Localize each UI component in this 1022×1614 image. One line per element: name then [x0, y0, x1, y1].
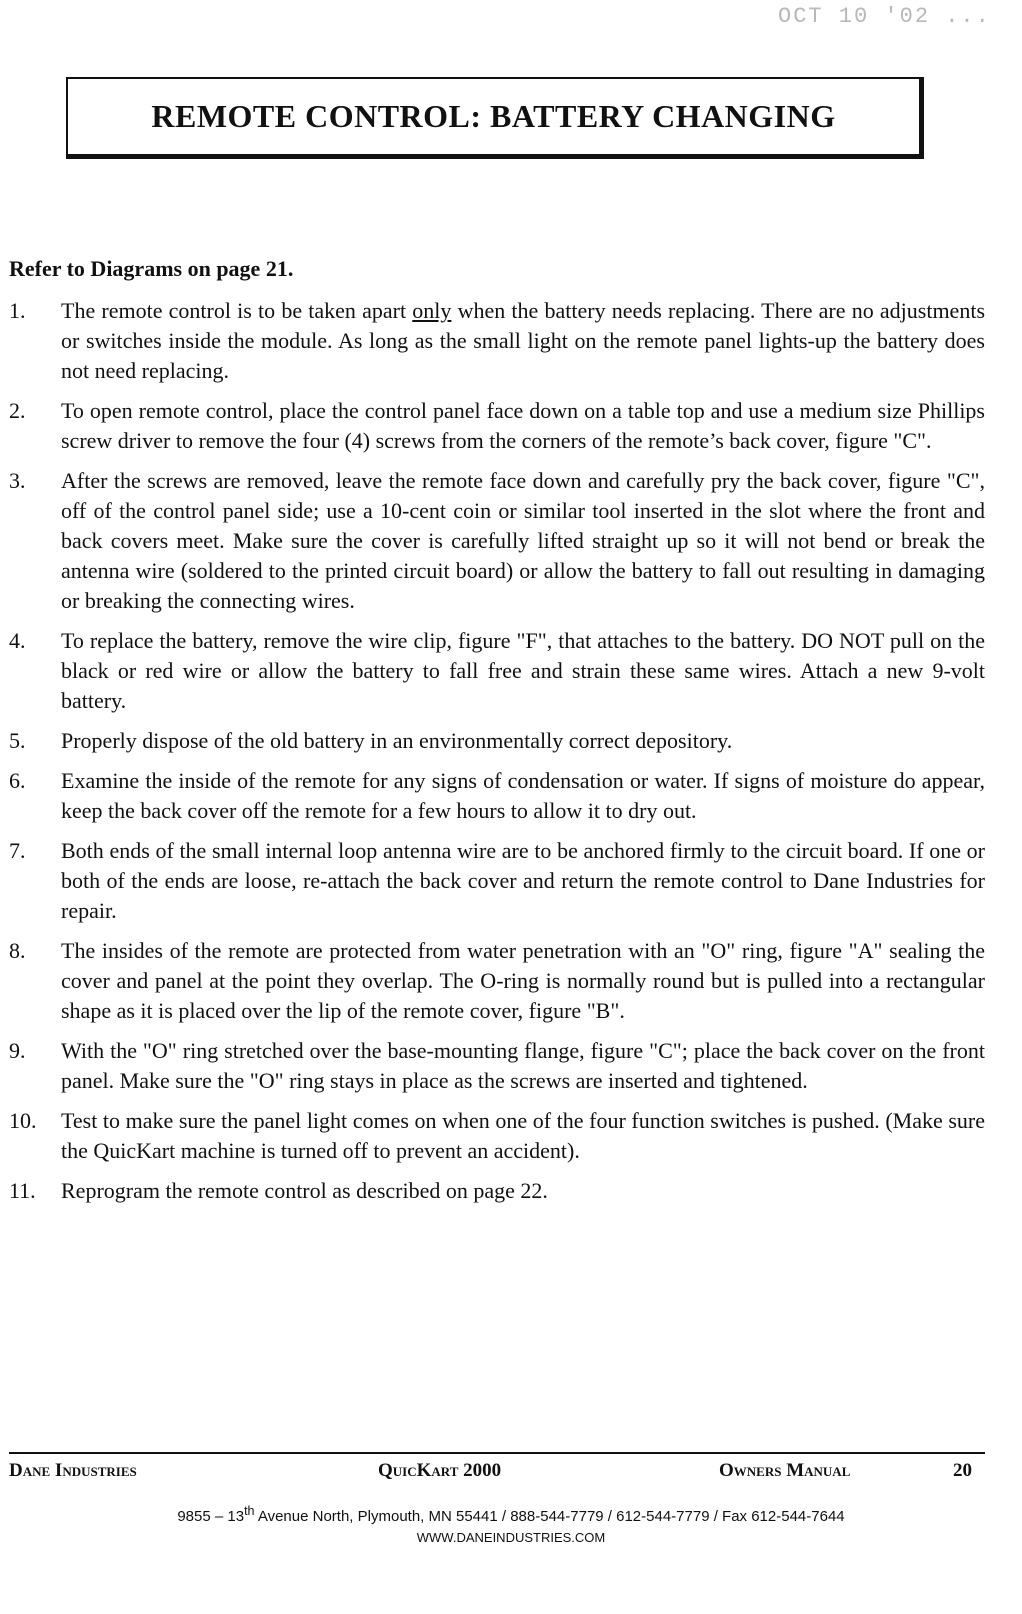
footer: [9, 1460, 985, 1488]
step-number: 5.: [9, 728, 26, 753]
step-number: 1.: [9, 298, 26, 323]
step-text: To open remote control, place the control panel face down on a table top and use a medium size Phillips screw driver to remove the four (4) screws from the corners of the remote’s back cover, figure "C".: [61, 398, 985, 453]
list-item: [9, 1176, 985, 1206]
step-number: 11.: [9, 1178, 36, 1203]
step-number: 7.: [9, 838, 26, 863]
step-number: 2.: [9, 398, 26, 423]
list-item: [9, 936, 985, 1026]
page-title: REMOTE CONTROL: BATTERY CHANGING: [151, 98, 836, 134]
step-text: Test to make sure the panel light comes on when one of the four function switches is pushed. (Make sure the QuicKart machine is turned off to prevent an accident).: [61, 1108, 985, 1163]
step-text: The insides of the remote are protected from water penetration with an "O" ring, figure "A" sealing the cover and panel at the point they overlap. The O-ring is normally round but is pulled into a rectangular shape as it is placed over the lip of the remote cover, figure "B".: [61, 938, 985, 1023]
step-text: To replace the battery, remove the wire clip, figure "F", that attaches to the battery. DO NOT pull on the black or red wire or allow the battery to fall free and strain these same wires. Attach a new 9-volt battery.: [61, 628, 985, 713]
list-item: [9, 1036, 985, 1096]
step-number: 3.: [9, 468, 26, 493]
address-street-post: Avenue North, Plymouth, MN 55441 / 888-544-7779 / 612-544-7779 / Fax 612-544-7644: [254, 1508, 845, 1525]
list-item: [9, 1106, 985, 1166]
footer-company: Dane Industries: [9, 1460, 137, 1481]
list-item: [9, 466, 985, 616]
list-item: [9, 766, 985, 826]
emphasis: only: [412, 298, 452, 323]
step-number: 10.: [9, 1108, 37, 1133]
refer-note: Refer to Diagrams on page 21.: [9, 256, 294, 281]
step-text: After the screws are removed, leave the remote face down and carefully pry the back cover, figure "C", off of the control panel side; use a 10-cent coin or similar tool inserted in the slot where the front and back covers meet. Make sure the cover is carefully lifted straight up so it will not bend or break the antenna wire (soldered to the printed circuit board) or allow the battery to fall out resulting in damaging or breaking the connecting wires.: [61, 468, 985, 613]
step-text: Examine the inside of the remote for any signs of condensation or water. If signs of moisture do appear, keep the back cover off the remote for a few hours to allow it to dry out.: [61, 768, 985, 823]
address-street-sup: th: [244, 1504, 255, 1518]
list-item: [9, 836, 985, 926]
list-item: [9, 726, 985, 756]
website: WWW.DANEINDUSTRIES.COM: [416, 1530, 606, 1545]
step-text: With the "O" ring stretched over the base-mounting flange, figure "C"; place the back cover on the front panel. Make sure the "O" ring stays in place as the screws are inserted and tightened.: [61, 1038, 985, 1093]
page-number: 20: [953, 1460, 972, 1481]
step-number: 9.: [9, 1038, 26, 1063]
footer-divider: [9, 1452, 985, 1454]
list-item: [9, 296, 985, 386]
step-number: 4.: [9, 628, 26, 653]
footer-product: QuicKart 2000: [378, 1460, 502, 1481]
step-number: 8.: [9, 938, 26, 963]
step-text-pre: The remote control is to be taken apart: [61, 298, 413, 323]
step-text: [61, 296, 985, 386]
list-item: [9, 396, 985, 456]
title-box: [66, 77, 924, 159]
step-text: Properly dispose of the old battery in an environmentally correct depository.: [61, 728, 733, 753]
step-text: Reprogram the remote control as described on page 22.: [61, 1178, 548, 1203]
footer-manual: Owners Manual: [719, 1460, 851, 1481]
steps-list: [9, 296, 985, 1216]
address-street-pre: 9855 – 13: [177, 1508, 245, 1525]
step-number: 6.: [9, 768, 26, 793]
step-text-post: when the battery needs replacing. There are no adjustments or switches inside the module. As long as the small light on the remote panel lights-up the battery does not need replacing.: [61, 298, 986, 383]
list-item: [9, 626, 985, 716]
address-line: [0, 1504, 1022, 1525]
step-text: Both ends of the small internal loop antenna wire are to be anchored firmly to the circuit board. If one or both of the ends are loose, re-attach the back cover and return the remote control to Dane Industries for repair.: [61, 838, 985, 923]
fax-stamp: OCT 10 '02 ...: [778, 4, 991, 29]
